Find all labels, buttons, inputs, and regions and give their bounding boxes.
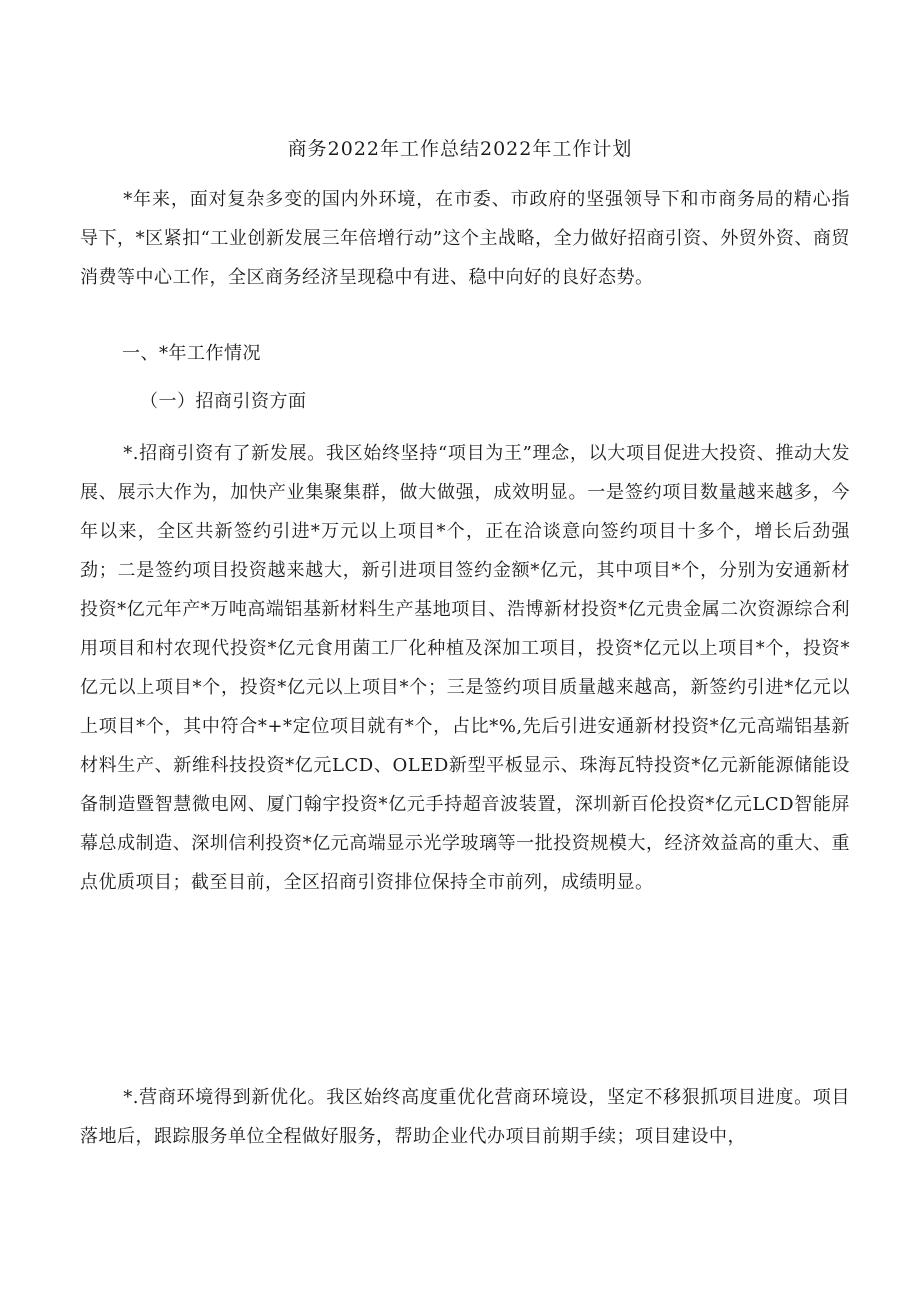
intro-paragraph: *年来，面对复杂多变的国内外环境，在市委、市政府的坚强领导下和市商务局的精心指导下，*区紧扣“工业创新发展三年倍增行动”这个主战略，全力做好招商引资、外贸外资、商贸消费等中心工作，全区商务经济呈现稳中有进、稳中向好的良好态势。 bbox=[80, 189, 850, 288]
body-paragraph-1: *.招商引资有了新发展。我区始终坚持“项目为王”理念，以大项目促进大投资、推动大发展、展示大作为，加快产业集聚集群，做大做强，成效明显。一是签约项目数量越来越多，今年以来，全区共新签约引进*万元以上项目*个，正在洽谈意向签约项目十多个，增长后劲强劲；二是签约项目投资越来越大，新引进项目签约金额*亿元，其中项目*个，分别为安通新材投资*亿元年产*万吨高端铝基新材料生产基地项目、浩博新材投资*亿元贵金属二次资源综合利用项目和村农现代投资*亿元食用菌工厂化种植及深加工项目，投资*亿元以上项目*个，投资*亿元以上项目*个，投资*亿元以上项目*个；三是签约项目质量越来越高，新签约引进*亿元以上项目*个，其中符合*+*定位项目就有*个，占比*%,先后引进安通新材投资*亿元高端铝基新材料生产、新维科技投资*亿元LCD、OLED新型平板显示、珠海瓦特投资*亿元新能源储能设备制造暨智慧微电网、厦门翰宇投资*亿元手持超音波装置，深圳新百伦投资*亿元LCD智能屏幕总成制造、深圳信利投资*亿元高端显示光学玻璃等一批投资规模大，经济效益高的重大、重点优质项目；截至目前，全区招商引资排位保持全市前列，成绩明显。 bbox=[80, 443, 850, 893]
section-heading: 一、*年工作情况 bbox=[122, 343, 261, 364]
document-title: 商务2022年工作总结2022年工作计划 bbox=[287, 138, 633, 160]
body-paragraph-2: *.营商环境得到新优化。我区始终高度重优化营商环境设，坚定不移狠抓项目进度。项目落地后，跟踪服务单位全程做好服务，帮助企业代办项目前期手续；项目建设中， bbox=[80, 1087, 850, 1147]
subsection-heading: （一）招商引资方面 bbox=[140, 391, 307, 412]
